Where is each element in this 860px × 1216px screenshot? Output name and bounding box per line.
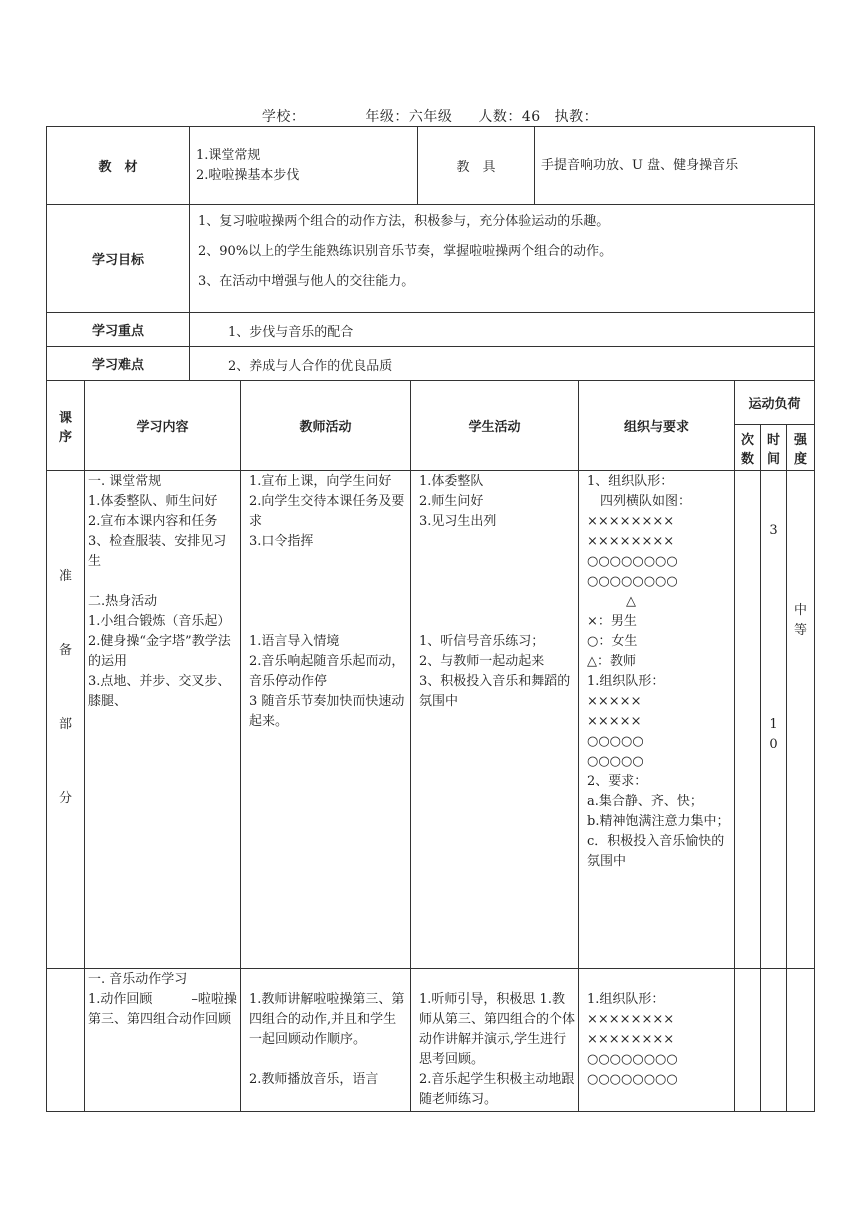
teacher-activity-header: 教师活动 bbox=[241, 381, 411, 471]
learning-content-cell: 一. 音乐动作学习 1.动作回顾 –啦啦操第三、第四组合动作回顾 bbox=[85, 969, 241, 1112]
goal-item: 3、在活动中增强与他人的交往能力。 bbox=[198, 274, 415, 289]
lesson-info-table bbox=[46, 126, 815, 381]
teacher-activity-cell: 1.宣布上课，向学生问好 2.向学生交待本课任务及要求 3.口令指挥 1.语言导入情境 2.音乐响起随音乐起而动，音乐停动作停 3 随音乐节奏加快而快速动起来。 bbox=[241, 471, 411, 969]
tools-value: 手提音响功放、U 盘、健身操音乐 bbox=[535, 127, 815, 205]
tools-label: 教 具 bbox=[418, 127, 535, 205]
intensity-value bbox=[787, 969, 815, 1112]
exercise-load-header: 运动负荷 bbox=[735, 381, 815, 425]
goals-list bbox=[190, 205, 815, 313]
material-label: 教 材 bbox=[47, 127, 190, 205]
student-count-field: 人数：46 bbox=[478, 109, 541, 125]
section-char: 备 bbox=[58, 643, 72, 658]
duration-value: 1 0 bbox=[769, 717, 778, 752]
material-line: 2.啦啦操基本步伐 bbox=[196, 167, 300, 183]
section-char: 部 bbox=[58, 717, 72, 732]
section-char: 分 bbox=[58, 791, 72, 806]
grade-field: 年级：六年级 bbox=[365, 109, 453, 125]
difficult-point-value: 2、养成与人合作的优良品质 bbox=[190, 347, 815, 381]
school-field: 学校： bbox=[261, 109, 306, 125]
key-point-value: 1、步伐与音乐的配合 bbox=[190, 313, 815, 347]
student-activity-cell: 1.体委整队 2.师生问好 3.见习生出列 1、听信号音乐练习； 2、与教师一起动起来 3、积极投入音乐和舞蹈的氛围中 bbox=[411, 471, 579, 969]
student-activity-cell: 1.听师引导，积极思 1.教师从第三、第四组合的个体动作讲解并演示,学生进行思考回顾。 2.音乐起学生积极主动地跟随老师练习。 bbox=[411, 969, 579, 1112]
duration-header: 时间 bbox=[761, 425, 787, 471]
duration-cell bbox=[761, 969, 787, 1112]
learning-content-cell: 一. 课堂常规 1.体委整队、师生问好 2.宣布本课内容和任务 3、检查服装、安排见习生 二.热身活动 1.小组合锻炼（音乐起） 2.健身操“金字塔”教学法的运用 3.点地、并步、交叉步、膝腿、 bbox=[85, 471, 241, 969]
goal-item: 2、90%以上的学生能熟练识别音乐节奏，掌握啦啦操两个组合的动作。 bbox=[198, 244, 613, 259]
student-activity-header: 学生活动 bbox=[411, 381, 579, 471]
seq-header: 课序 bbox=[47, 381, 85, 471]
material-line: 1.课堂常规 bbox=[196, 147, 261, 163]
key-point-label: 学习重点 bbox=[47, 313, 190, 347]
material-value bbox=[190, 127, 418, 205]
organization-header: 组织与要求 bbox=[579, 381, 735, 471]
teacher-activity-cell: 1.教师讲解啦啦操第三、第四组合的动作,并且和学生一起回顾动作顺序。 2.教师播放音乐，语言 bbox=[241, 969, 411, 1112]
difficult-point-label: 学习难点 bbox=[47, 347, 190, 381]
section-label bbox=[47, 471, 85, 969]
content-header: 学习内容 bbox=[85, 381, 241, 471]
section-label bbox=[47, 969, 85, 1112]
teacher-field: 执教： bbox=[554, 109, 599, 125]
section-char: 准 bbox=[58, 569, 72, 584]
duration-value: 3 bbox=[769, 523, 778, 538]
lesson-plan-table bbox=[46, 380, 815, 1112]
intensity-value: 中 等 bbox=[787, 471, 815, 969]
goals-label: 学习目标 bbox=[47, 205, 190, 313]
organization-cell: 1.组织队形： ×××××××× ×××××××× ○○○○○○○○ ○○○○○○○○ bbox=[579, 969, 735, 1112]
goal-item: 1、复习啦啦操两个组合的动作方法，积极参与，充分体验运动的乐趣。 bbox=[198, 214, 610, 229]
organization-cell: 1、组织队形： 四列横队如图： ×××××××× ×××××××× ○○○○○○○○ ○○○○○○○○ △ ×：男生 ○：女生 △：教师 1.组织队形： ××××× ××××× ○○○○○ ○○○○○ 2、要求： a.集合静、齐、快； b.精神饱满注意力集中； c．积极投入音乐愉快的氛围中 bbox=[579, 471, 735, 969]
page-header bbox=[0, 106, 860, 126]
duration-cell bbox=[761, 471, 787, 969]
times-cell bbox=[735, 471, 761, 969]
times-header: 次数 bbox=[735, 425, 761, 471]
intensity-header: 强度 bbox=[787, 425, 815, 471]
times-cell bbox=[735, 969, 761, 1112]
